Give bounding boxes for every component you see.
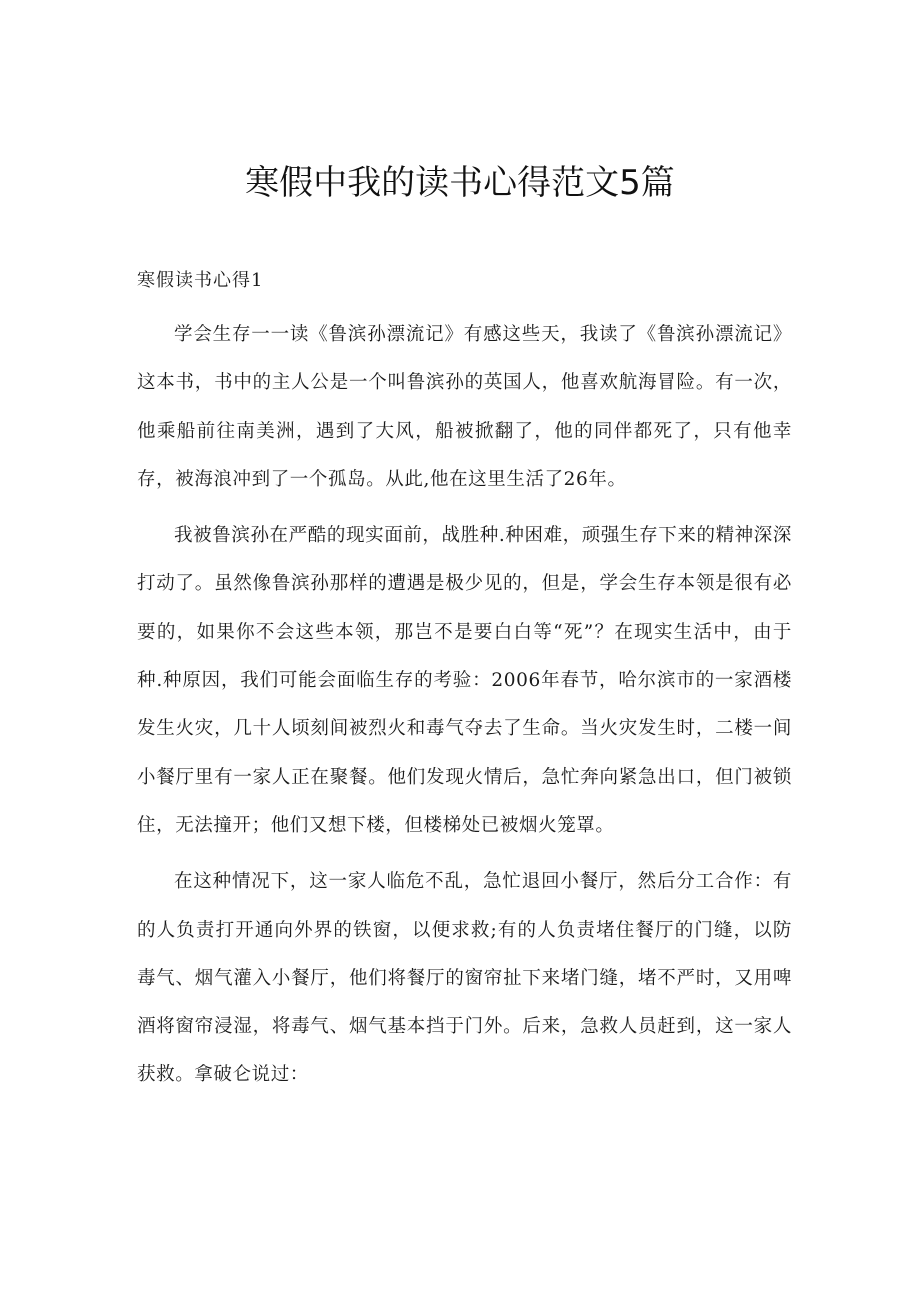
paragraph: 我被鲁滨孙在严酷的现实面前，战胜种.种困难，顽强生存下来的精神深深打动了。虽然像鲁滨孙那样的遭遇是极少见的，但是，学会生存本领是很有必要的，如果你不会这些本领，那岂不是要白白等“死”？在现实生活中，由于种.种原因，我们可能会面临生存的考验：2006年春节，哈尔滨市的一家酒楼发生火灾，几十人顷刻间被烈火和毒气夺去了生命。当火灾发生时，二楼一间小餐厅里有一家人正在聚餐。他们发现火情后，急忙奔向紧急出口，但门被锁住，无法撞开；他们又想下楼，但楼梯处已被烟火笼罩。 (137, 525, 792, 836)
paragraph: 学会生存一一读《鲁滨孙漂流记》有感这些天，我读了《鲁滨孙漂流记》这本书，书中的主人公是一个叫鲁滨孙的英国人，他喜欢航海冒险。有一次，他乘船前往南美洲，遇到了大风，船被掀翻了，他的同伴都死了，只有他幸存，被海浪冲到了一个孤岛。从此,他在这里生活了26年。 (137, 324, 792, 490)
body-text (137, 311, 792, 1108)
paragraph: 在这种情况下，这一家人临危不乱，急忙退回小餐厅，然后分工合作：有的人负责打开通向外界的铁窗，以便求救;有的人负责堵住餐厅的门缝，以防毒气、烟气灌入小餐厅，他们将餐厅的窗帘扯下来堵门缝，堵不严时，又用啤酒将窗帘浸湿，将毒气、烟气基本挡于门外。后来，急救人员赶到，这一家人获救。拿破仑说过： (137, 871, 792, 1086)
document-title: 寒假中我的读书心得范文5篇 (245, 163, 675, 203)
section-heading: 寒假读书心得1 (137, 270, 264, 291)
